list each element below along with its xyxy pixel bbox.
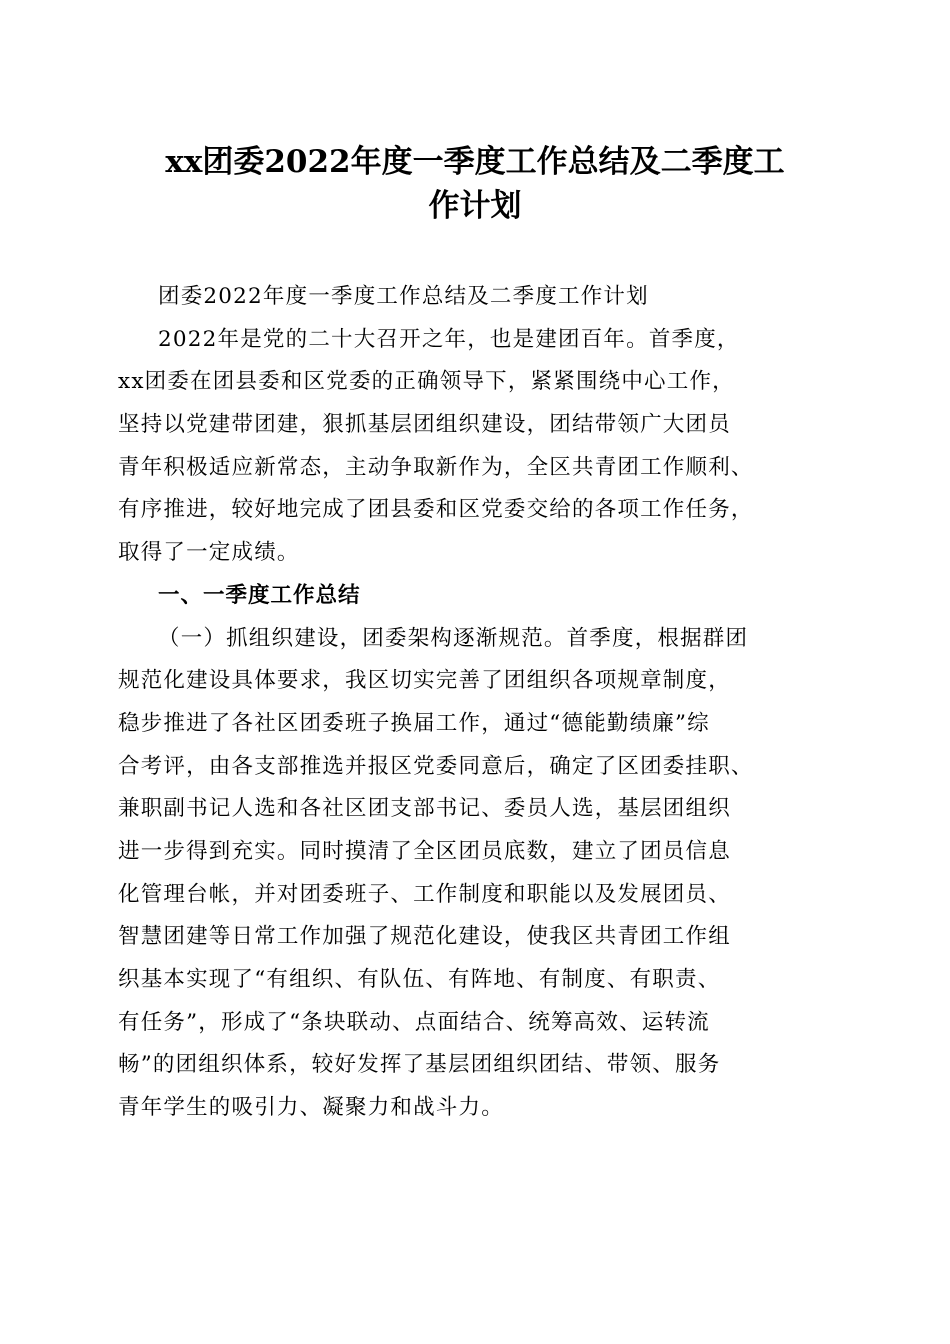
paragraph-line: 智慧团建等日常工作加强了规范化建设，使我区共青团工作组: [118, 924, 731, 950]
paragraph-line: （一）抓组织建设，团委架构逐渐规范。首季度，根据群团: [158, 625, 749, 651]
subtitle-line: 团委2022年度一季度工作总结及二季度工作计划: [158, 284, 649, 309]
intro-line: 取得了一定成绩。: [118, 540, 300, 566]
paragraph-line: 有任务”，形成了“条块联动、点面结合、统筹高效、运转流: [118, 1009, 710, 1035]
section-heading: 一、一季度工作总结: [158, 582, 361, 608]
paragraph-line: 兼职副书记人选和各社区团支部书记、委员人选，基层团组织: [118, 796, 731, 822]
intro-line: 坚持以党建带团建，狠抓基层团组织建设，团结带领广大团员: [118, 412, 731, 438]
paragraph-line: 规范化建设具体要求，我区切实完善了团组织各项规章制度，: [118, 668, 731, 694]
paragraph-line: 畅”的团组织体系，较好发挥了基层团组织团结、带领、服务: [118, 1052, 721, 1078]
paragraph-line: 合考评，由各支部推选并报区党委同意后，确定了区团委挂职、: [118, 753, 754, 779]
paragraph-line: 青年学生的吸引力、凝聚力和战斗力。: [118, 1095, 504, 1121]
paragraph-line: 织基本实现了“有组织、有队伍、有阵地、有制度、有职责、: [118, 967, 721, 992]
paragraph-line: 稳步推进了各社区团委班子换届工作，通过“德能勤绩廉”综: [118, 710, 710, 736]
title-line-2: 作计划: [428, 188, 522, 224]
paragraph-line: 化管理台帐，并对团委班子、工作制度和职能以及发展团员、: [118, 881, 731, 907]
title-line-1: xx团委2022年度一季度工作总结及二季度工: [165, 144, 785, 180]
intro-line: 有序推进，较好地完成了团县委和区党委交给的各项工作任务，: [118, 497, 754, 523]
intro-line: 2022年是党的二十大召开之年，也是建团百年。首季度，: [158, 326, 740, 352]
intro-line: xx团委在团县委和区党委的正确领导下，紧紧围绕中心工作，: [118, 369, 735, 395]
paragraph-line: 进一步得到充实。同时摸清了全区团员底数，建立了团员信息: [118, 838, 731, 864]
document-title: [100, 140, 850, 228]
document-body: [118, 276, 838, 1130]
intro-line: 青年积极适应新常态，主动争取新作为，全区共青团工作顺利、: [118, 454, 754, 480]
